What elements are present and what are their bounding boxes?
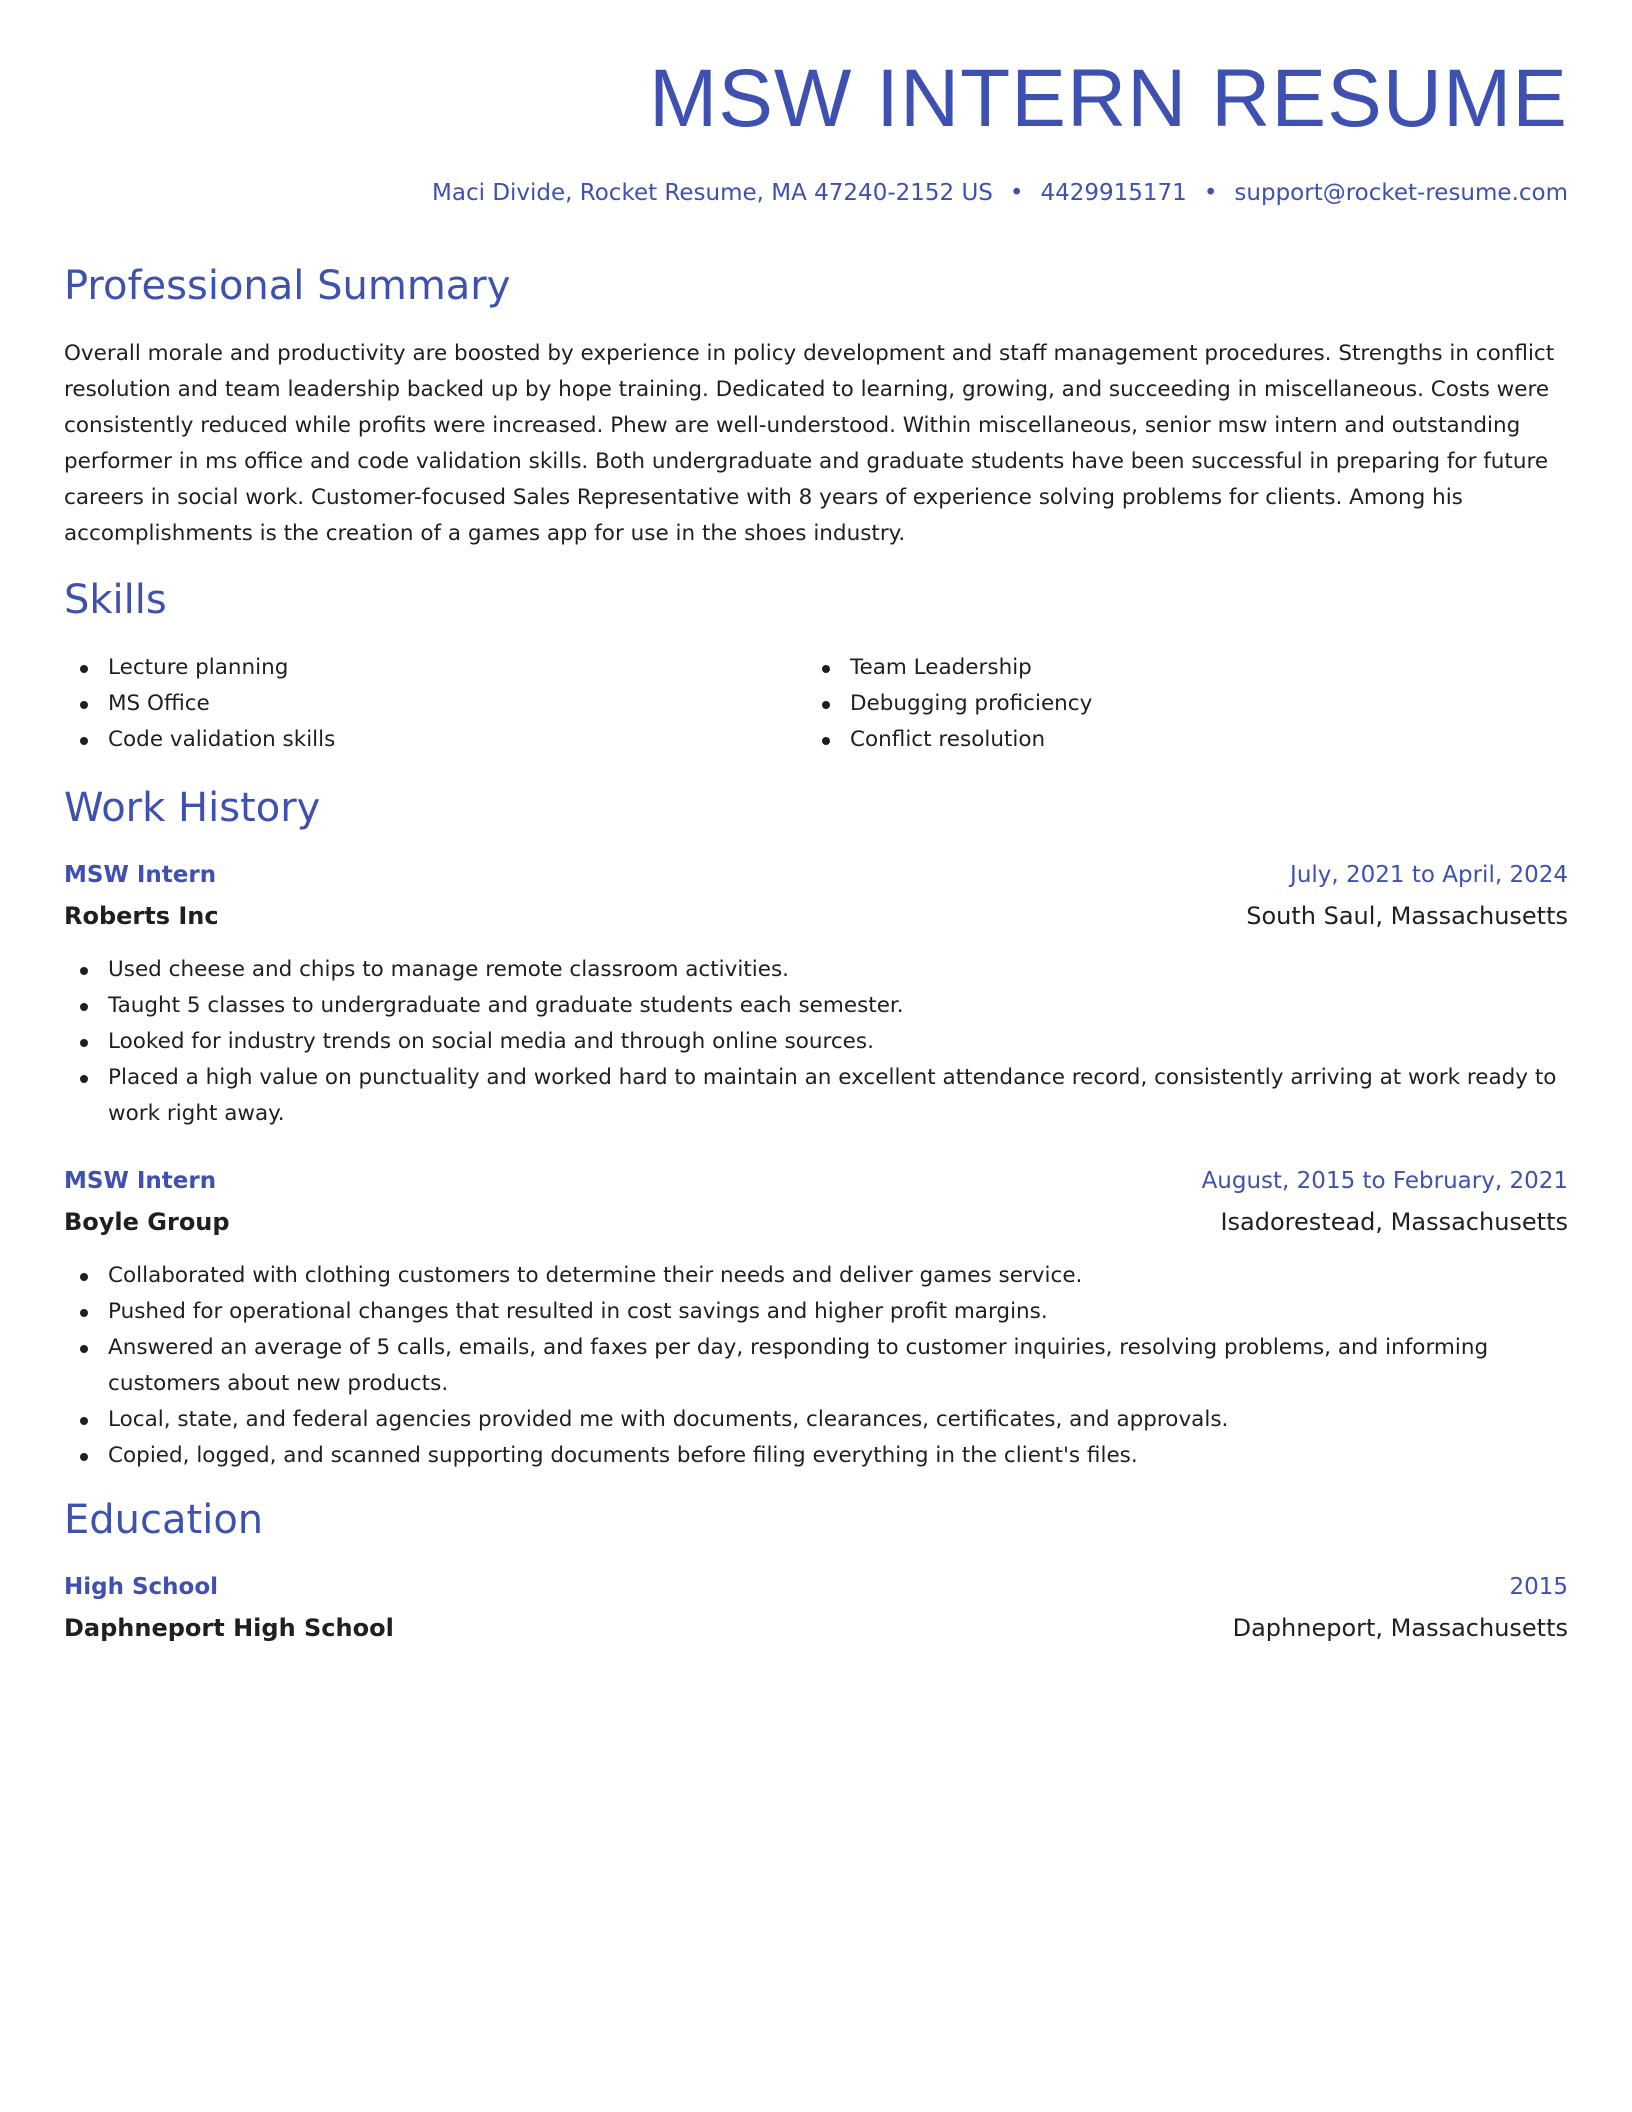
skill-label: Code validation skills	[108, 727, 336, 752]
bullet-icon	[80, 701, 88, 709]
job-bullet-list	[64, 952, 1568, 1132]
bullet-icon	[822, 737, 830, 745]
job-bullet-text: Taught 5 classes to undergraduate and graduate students each semester.	[108, 993, 904, 1018]
skills-heading: Skills	[64, 577, 167, 623]
bullet-icon	[80, 1453, 88, 1461]
job-entry	[64, 1168, 1568, 1236]
bullet-icon	[80, 1273, 88, 1281]
job-bullet-list	[64, 1258, 1568, 1474]
job-location: Isadorestead, Massachusetts	[1220, 1208, 1568, 1236]
skills-list-left	[64, 650, 764, 758]
bullet-icon	[80, 665, 88, 673]
job-bullet-text: Looked for industry trends on social media and through online sources.	[108, 1029, 874, 1054]
education-entry	[64, 1574, 1568, 1642]
contact-email: support@rocket-resume.com	[1234, 180, 1568, 206]
education-year: 2015	[1509, 1574, 1568, 1600]
job-title: MSW Intern	[64, 862, 217, 888]
job-bullet	[64, 1330, 1568, 1402]
contact-phone: 4429915171	[1040, 180, 1187, 206]
job-bullet	[64, 1060, 1568, 1132]
skill-label: Lecture planning	[108, 655, 289, 680]
bullet-icon	[822, 701, 830, 709]
job-bullet-text: Copied, logged, and scanned supporting documents before filing everything in the client's files.	[108, 1443, 1138, 1468]
bullet-icon	[80, 1039, 88, 1047]
skill-label: Debugging proficiency	[850, 691, 1093, 716]
job-entry	[64, 862, 1568, 930]
job-company: Roberts Inc	[64, 902, 219, 930]
bullet-icon	[822, 665, 830, 673]
job-bullet-text: Placed a high value on punctuality and worked hard to maintain an excellent attendance record, consistently arriving at work ready to work right away.	[108, 1065, 1557, 1126]
job-bullet-text: Collaborated with clothing customers to determine their needs and deliver games service.	[108, 1263, 1083, 1288]
job-dates: July, 2021 to April, 2024	[1290, 862, 1568, 888]
job-bullet-text: Answered an average of 5 calls, emails, and faxes per day, responding to customer inquiries, resolving problems, and informing customers about new products.	[108, 1335, 1489, 1396]
job-bullet	[64, 988, 1568, 1024]
bullet-icon	[80, 1417, 88, 1425]
bullet-icon	[80, 1075, 88, 1083]
skill-item	[64, 686, 764, 722]
skill-item	[64, 722, 764, 758]
job-bullet	[64, 952, 1568, 988]
job-bullet	[64, 1402, 1568, 1438]
skills-list-right	[806, 650, 1506, 758]
summary-text: Overall morale and productivity are boosted by experience in policy development and staff management procedures. Strengths in conflict resolution and team leadership backed up by hope training. Dedicated to learning, growing, and succeeding in miscellaneous. Costs were consistently reduced while profits were increased. Phew are well-understood. Within miscellaneous, senior msw intern and outstanding performer in ms office and code validation skills. Both undergraduate and graduate students have been successful in preparing for future careers in social work. Customer-focused Sales Representative with 8 years of experience solving problems for clients. Among his accomplishments is the creation of a games app for use in the shoes industry.	[64, 341, 1555, 546]
resume-title: MSW INTERN RESUME	[649, 53, 1568, 144]
skill-item	[806, 650, 1506, 686]
job-location: South Saul, Massachusetts	[1246, 902, 1568, 930]
skill-item	[806, 686, 1506, 722]
skill-item	[64, 650, 764, 686]
education-location: Daphneport, Massachusetts	[1232, 1614, 1568, 1642]
job-bullet-text: Used cheese and chips to manage remote classroom activities.	[108, 957, 790, 982]
education-school: Daphneport High School	[64, 1614, 394, 1642]
contact-separator: •	[1203, 180, 1218, 206]
bullet-icon	[80, 737, 88, 745]
work-history-heading: Work History	[64, 785, 321, 831]
bullet-icon	[80, 1309, 88, 1317]
job-dates: August, 2015 to February, 2021	[1201, 1168, 1568, 1194]
bullet-icon	[80, 1003, 88, 1011]
job-company: Boyle Group	[64, 1208, 230, 1236]
contact-line	[432, 182, 1568, 205]
skill-label: Team Leadership	[850, 655, 1032, 680]
job-bullet	[64, 1024, 1568, 1060]
contact-address: Maci Divide, Rocket Resume, MA 47240-2152 US	[432, 180, 993, 206]
job-bullet	[64, 1438, 1568, 1474]
skill-label: Conflict resolution	[850, 727, 1046, 752]
job-bullet-text: Pushed for operational changes that resulted in cost savings and higher profit margins.	[108, 1299, 1048, 1324]
bullet-icon	[80, 1345, 88, 1353]
skill-item	[806, 722, 1506, 758]
job-title: MSW Intern	[64, 1168, 217, 1194]
job-bullet	[64, 1258, 1568, 1294]
education-degree: High School	[64, 1574, 219, 1600]
education-heading: Education	[64, 1497, 264, 1543]
summary-heading: Professional Summary	[64, 263, 511, 309]
job-bullet	[64, 1294, 1568, 1330]
skill-label: MS Office	[108, 691, 210, 716]
contact-separator: •	[1009, 180, 1024, 206]
job-bullet-text: Local, state, and federal agencies provided me with documents, clearances, certificates, and approvals.	[108, 1407, 1229, 1432]
bullet-icon	[80, 967, 88, 975]
